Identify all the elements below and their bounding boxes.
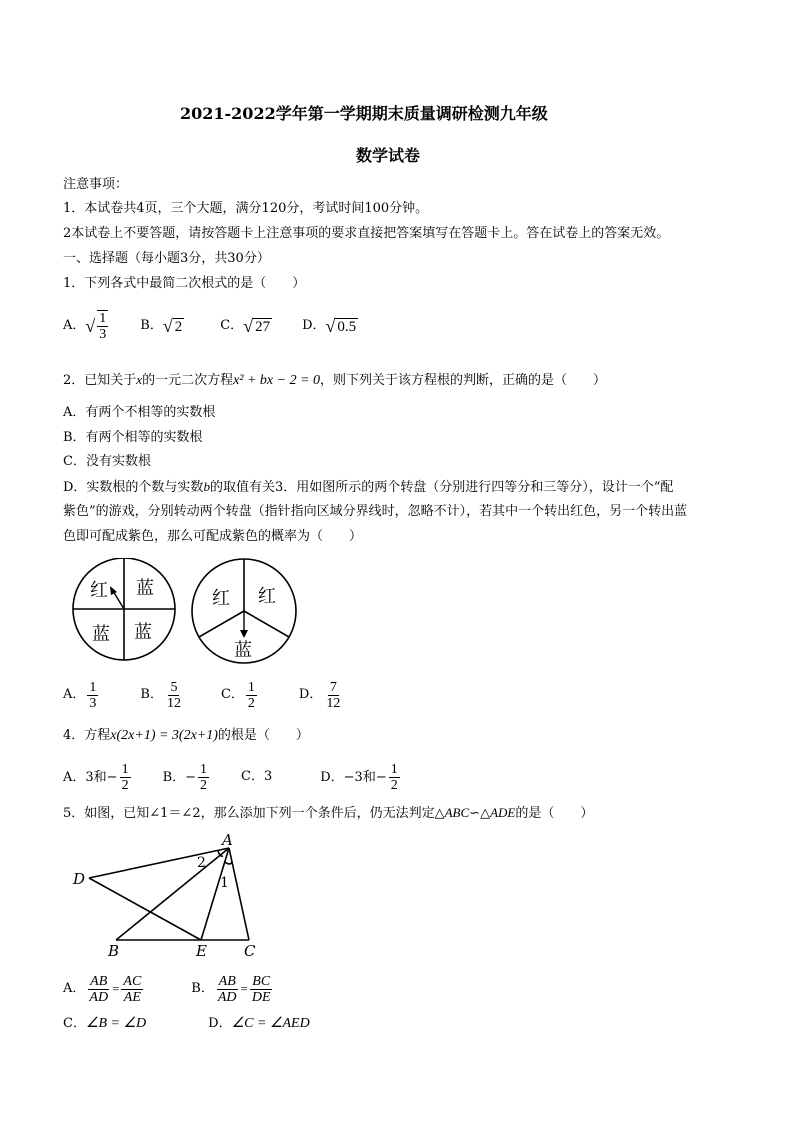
q2-option-a: A．有两个不相等的实数根 (63, 405, 216, 420)
question-5-stem: 5．如图，已知∠1＝∠2，那么添加下列一个条件后，仍无法判定△ABC∽△ADE的是（ ） (63, 805, 594, 821)
q3-stem-line2: 紫色”的游戏，分别转动两个转盘（指针指向区域分界线时，忽略不计），若其中一个转出红色，另一个转出蓝 (63, 504, 688, 519)
triangle-figure (68, 832, 268, 962)
q3-options: A． $\frac{1}{3}$ B． $\frac{5}{12}$ C． $\frac{1}{2}$ D． $\frac{7}{12}$ (63, 679, 341, 711)
q5-option-b: B． $\frac{AB}{AD}$ = $\frac{BC}{DE}$ (191, 973, 271, 1005)
question-1-stem: 1．下列各式中最简二次根式的是（ ） (63, 276, 306, 291)
q4-option-a: A．3和− $\frac{1}{2}$ (63, 761, 129, 793)
angle-1-arc (225, 862, 232, 864)
point-label-D: D (73, 870, 86, 888)
left-pointer (113, 591, 124, 609)
left-sector-label: 红 (90, 580, 108, 601)
q5-option-a: A． $\frac{AB}{AD}$ = $\frac{AC}{AE}$ (63, 973, 142, 1005)
q1-option-a: √ $\frac{1}{3}$ (85, 311, 107, 342)
question-1-options (63, 308, 358, 344)
q5-option-d: D．∠C = ∠AED (208, 1016, 310, 1031)
left-sector-label: 蓝 (136, 578, 154, 599)
q1-option-d: √ 0.5 (325, 316, 357, 336)
q3-stem-line3: 色即可配成紫色，那么可配成紫色的概率为（ ） (63, 529, 363, 544)
segment-DA (89, 848, 229, 878)
segment-AC (229, 848, 249, 940)
q3-option-a: $\frac{1}{3}$ (89, 679, 97, 711)
point-label-B: B (108, 942, 120, 960)
right-sector-label: 蓝 (234, 640, 252, 661)
section-heading: 一、选择题（每小题3分，共30分） (63, 251, 270, 266)
segment-BA (116, 848, 229, 940)
exam-subtitle: 数学试卷 (356, 146, 421, 165)
q4-option-b: B．− $\frac{1}{2}$ (162, 761, 208, 793)
left-sector-label: 蓝 (134, 622, 152, 643)
angle-label-1: 1 (220, 875, 229, 891)
q1-option-c-label: C． (220, 318, 244, 333)
q5-options-row1 (63, 970, 275, 1008)
right-sector-label: 红 (212, 588, 230, 609)
q5-options-row2 (63, 1016, 310, 1032)
note-item-1: 1．本试卷共4页，三个大题，满分120分，考试时间100分钟。 (63, 201, 429, 216)
notes-heading: 注意事项： (63, 177, 129, 192)
q3-option-b: $\frac{5}{12}$ (166, 679, 181, 711)
point-label-E: E (196, 942, 207, 960)
right-sector-label: 红 (258, 586, 276, 607)
spinner-left (73, 558, 175, 660)
q3-option-d: $\frac{7}{12}$ (326, 679, 341, 711)
q1-option-b: √ 2 (162, 316, 183, 336)
q4-option-c: C．3 (241, 769, 273, 784)
q1-option-c: √ 27 (243, 316, 271, 336)
exam-title: 2021-2022学年第一学期期末质量调研检测九年级 (180, 104, 548, 123)
question-4-stem: 4．方程x(2x+1) = 3(2x+1)的根是（ ） (63, 728, 309, 743)
segment-DE (89, 878, 201, 940)
right-pointer-head (240, 630, 248, 638)
angle-label-2: 2 (197, 855, 206, 871)
point-label-A: A (222, 832, 233, 849)
q2-option-c: C．没有实数根 (63, 454, 151, 469)
question-2-stem: 2．已知关于x的一元二次方程x² + bx − 2 = 0，则下列关于该方程根的判断，正确的是（ ） (63, 372, 607, 388)
left-pointer-head (110, 586, 117, 595)
q1-option-d-label: D． (302, 318, 326, 333)
q4-options (63, 758, 402, 796)
q1-option-b-label: B． (140, 318, 163, 333)
q3-option-c: $\frac{1}{2}$ (247, 679, 255, 711)
point-label-C: C (244, 942, 256, 960)
q2-option-d: D．实数根的个数与实数b的取值有关3．用如图所示的两个转盘（分别进行四等分和三等分），设计一个“配 (63, 479, 674, 495)
spinners-figure (64, 558, 314, 668)
note-item-2: 2本试卷上不要答题，请按答题卡上注意事项的要求直接把答案填写在答题卡上。答在试卷上的答案无效。 (63, 226, 670, 241)
q2-equation: x² + bx − 2 = 0 (233, 373, 321, 388)
q4-option-d: D．−3和− $\frac{1}{2}$ (320, 761, 398, 793)
left-sector-label: 蓝 (92, 624, 110, 645)
q4-equation: x(2x+1) = 3(2x+1) (110, 728, 218, 743)
q2-option-b: B．有两个相等的实数根 (63, 430, 203, 445)
spinner-right (192, 559, 296, 663)
q1-option-a-label: A． (63, 318, 86, 333)
q5-option-c: C．∠B = ∠D (63, 1016, 147, 1031)
